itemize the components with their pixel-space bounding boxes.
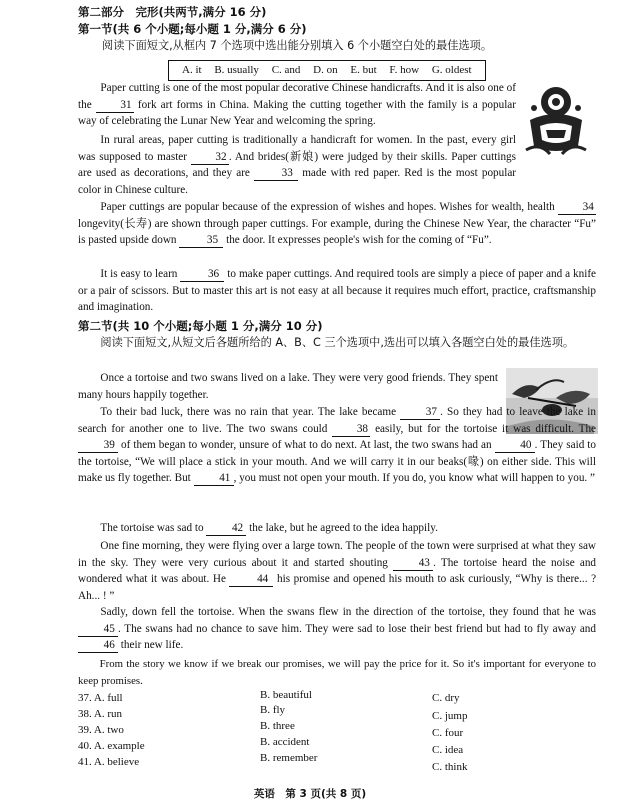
choice-39-a[interactable]: 39. A. two [78,724,124,736]
options-box [168,60,486,81]
paper-cut-image [520,80,592,160]
paragraph-1: Paper cutting is one of the most popular decorative Chinese handicrafts. And it is also one of the 31 fork art forms in China. Making the cutting together with the family is a popular way of celebrating the Lunar New Year and welcoming the spring. [78,82,516,128]
choice-41-c[interactable]: C. think [432,761,468,773]
choice-39-c[interactable]: C. four [432,727,464,739]
section1-instruction: 阅读下面短文,从框内 7 个选项中选出能分别填入 6 个小题空白处的最佳选项。 [102,39,493,52]
story-paragraph-4: One fine morning, they were flying over a large town. The people of the town were surprised at what they saw in the sky. They were very curious about it and started shouting 43 . The tortoise heard the noise and wondered what it was about. He 44 his promise and opened his mouth to ask curiously, “Why is there... ? Ah... ! ” [78,540,597,602]
choice-38-c[interactable]: C. jump [432,710,468,722]
choice-41-b[interactable]: B. remember [260,752,318,764]
option-g: G. oldest [431,64,472,76]
story-paragraph-3: The tortoise was sad to 42 the lake, but he agreed to the idea happily. [100,522,438,534]
blank-32[interactable]: 32 [191,151,229,165]
blank-31[interactable]: 31 [96,99,134,113]
blank-41[interactable]: 41 [194,472,234,486]
choice-40-b[interactable]: B. accident [260,736,310,748]
story-paragraph-6: From the story we know if we break our promises, we will pay the price for it. So it's important for everyone to keep promises. [78,658,596,687]
part-title: 第二部分 完形(共两节,满分 16 分) [78,5,267,19]
section2-instruction: 阅读下面短文,从短文后各题所给的 A、B、C 三个选项中,选出可以填入各题空白处的最佳选项。 [100,336,575,349]
choice-40-c[interactable]: C. idea [432,744,464,756]
blank-46[interactable]: 46 [78,639,118,653]
paragraph-2: In rural areas, paper cutting is traditionally a handicraft for women. In the past, every girl was supposed to master 32 . And brides(新娘) were judged by their skills. Paper cuttings are used as decorations, and they are 33 made with red paper. Red is the most popular color in Chinese culture. [78,134,517,196]
page-footer: 英语 第 3 页(共 8 页) [253,788,367,800]
choice-39-b[interactable]: B. three [260,720,295,732]
blank-35[interactable]: 35 [179,234,223,248]
blank-37[interactable]: 37 [400,406,440,420]
choice-40-a[interactable]: 40. A. example [78,740,145,752]
paragraph-3: Paper cuttings are popular because of the expression of wishes and hopes. Wishes for wealth, health 34 longevity(长寿) are shown through paper cuttings. For example, during the Chinese New Year, the character “Fu” is pasted upside down 35 the door. It expresses people's wish for the coming of “Fu”. [78,201,596,247]
blank-42[interactable]: 42 [206,522,246,536]
blank-40[interactable]: 40 [495,439,535,453]
choice-37-c[interactable]: C. dry [432,692,460,704]
blank-44[interactable]: 44 [229,573,273,587]
blank-33[interactable]: 33 [254,167,298,181]
choice-41-a[interactable]: 41. A. believe [78,756,140,768]
section1-title: 第一节(共 6 个小题;每小题 1 分,满分 6 分) [78,22,307,36]
story-paragraph-2: To their bad luck, there was no rain that year. The lake became 37 . So they had to leave the lake in search for another one to live. The two swans could 38 easily, but for the tortoise it was difficult. The 39 of them began to wonder, unsure of what to do next. At last, the two swans had an 40 . They said to the tortoise, “We will place a stick in your mouth. And we will carry it in our beaks(喙) on either side. This will make us fly together. But 41 , you must not open your mouth. If you do, you know what will happen to you. ” [78,406,597,485]
option-a: A. it [182,64,202,76]
blank-43[interactable]: 43 [393,557,433,571]
blank-38[interactable]: 38 [332,423,370,437]
option-b: B. usually [214,64,259,76]
blank-34[interactable]: 34 [558,201,596,215]
option-e: E. but [350,64,377,76]
choice-38-a[interactable]: 38. A. run [78,708,122,720]
option-f: F. how [389,64,420,76]
story-paragraph-5: Sadly, down fell the tortoise. When the swans flew in the direction of the tortoise, they found that he was 45 . The swans had no chance to save him. They were sad to lose their best friend but had to fly away and 46 their new life. [78,604,596,654]
blank-45[interactable]: 45 [78,623,118,637]
choice-37-b[interactable]: B. beautiful [260,689,312,701]
choice-38-b[interactable]: B. fly [260,704,286,716]
story-paragraph-1: Once a tortoise and two swans lived on a lake. They were very good friends. They spent many hours happily together. [78,372,498,401]
blank-39[interactable]: 39 [78,439,118,453]
paragraph-4: It is easy to learn 36 to make paper cuttings. And required tools are simply a piece of paper and a knife or a pair of scissors. But to master this art is not easy at all because it requires much effort, practice, craftsmanship and imagination. [78,268,597,314]
option-d: D. on [313,64,338,76]
blank-36[interactable]: 36 [180,268,224,282]
choice-37-a[interactable]: 37. A. full [78,692,123,704]
section2-title: 第二节(共 10 个小题;每小题 1 分,满分 10 分) [78,319,323,333]
option-c: C. and [271,64,301,76]
